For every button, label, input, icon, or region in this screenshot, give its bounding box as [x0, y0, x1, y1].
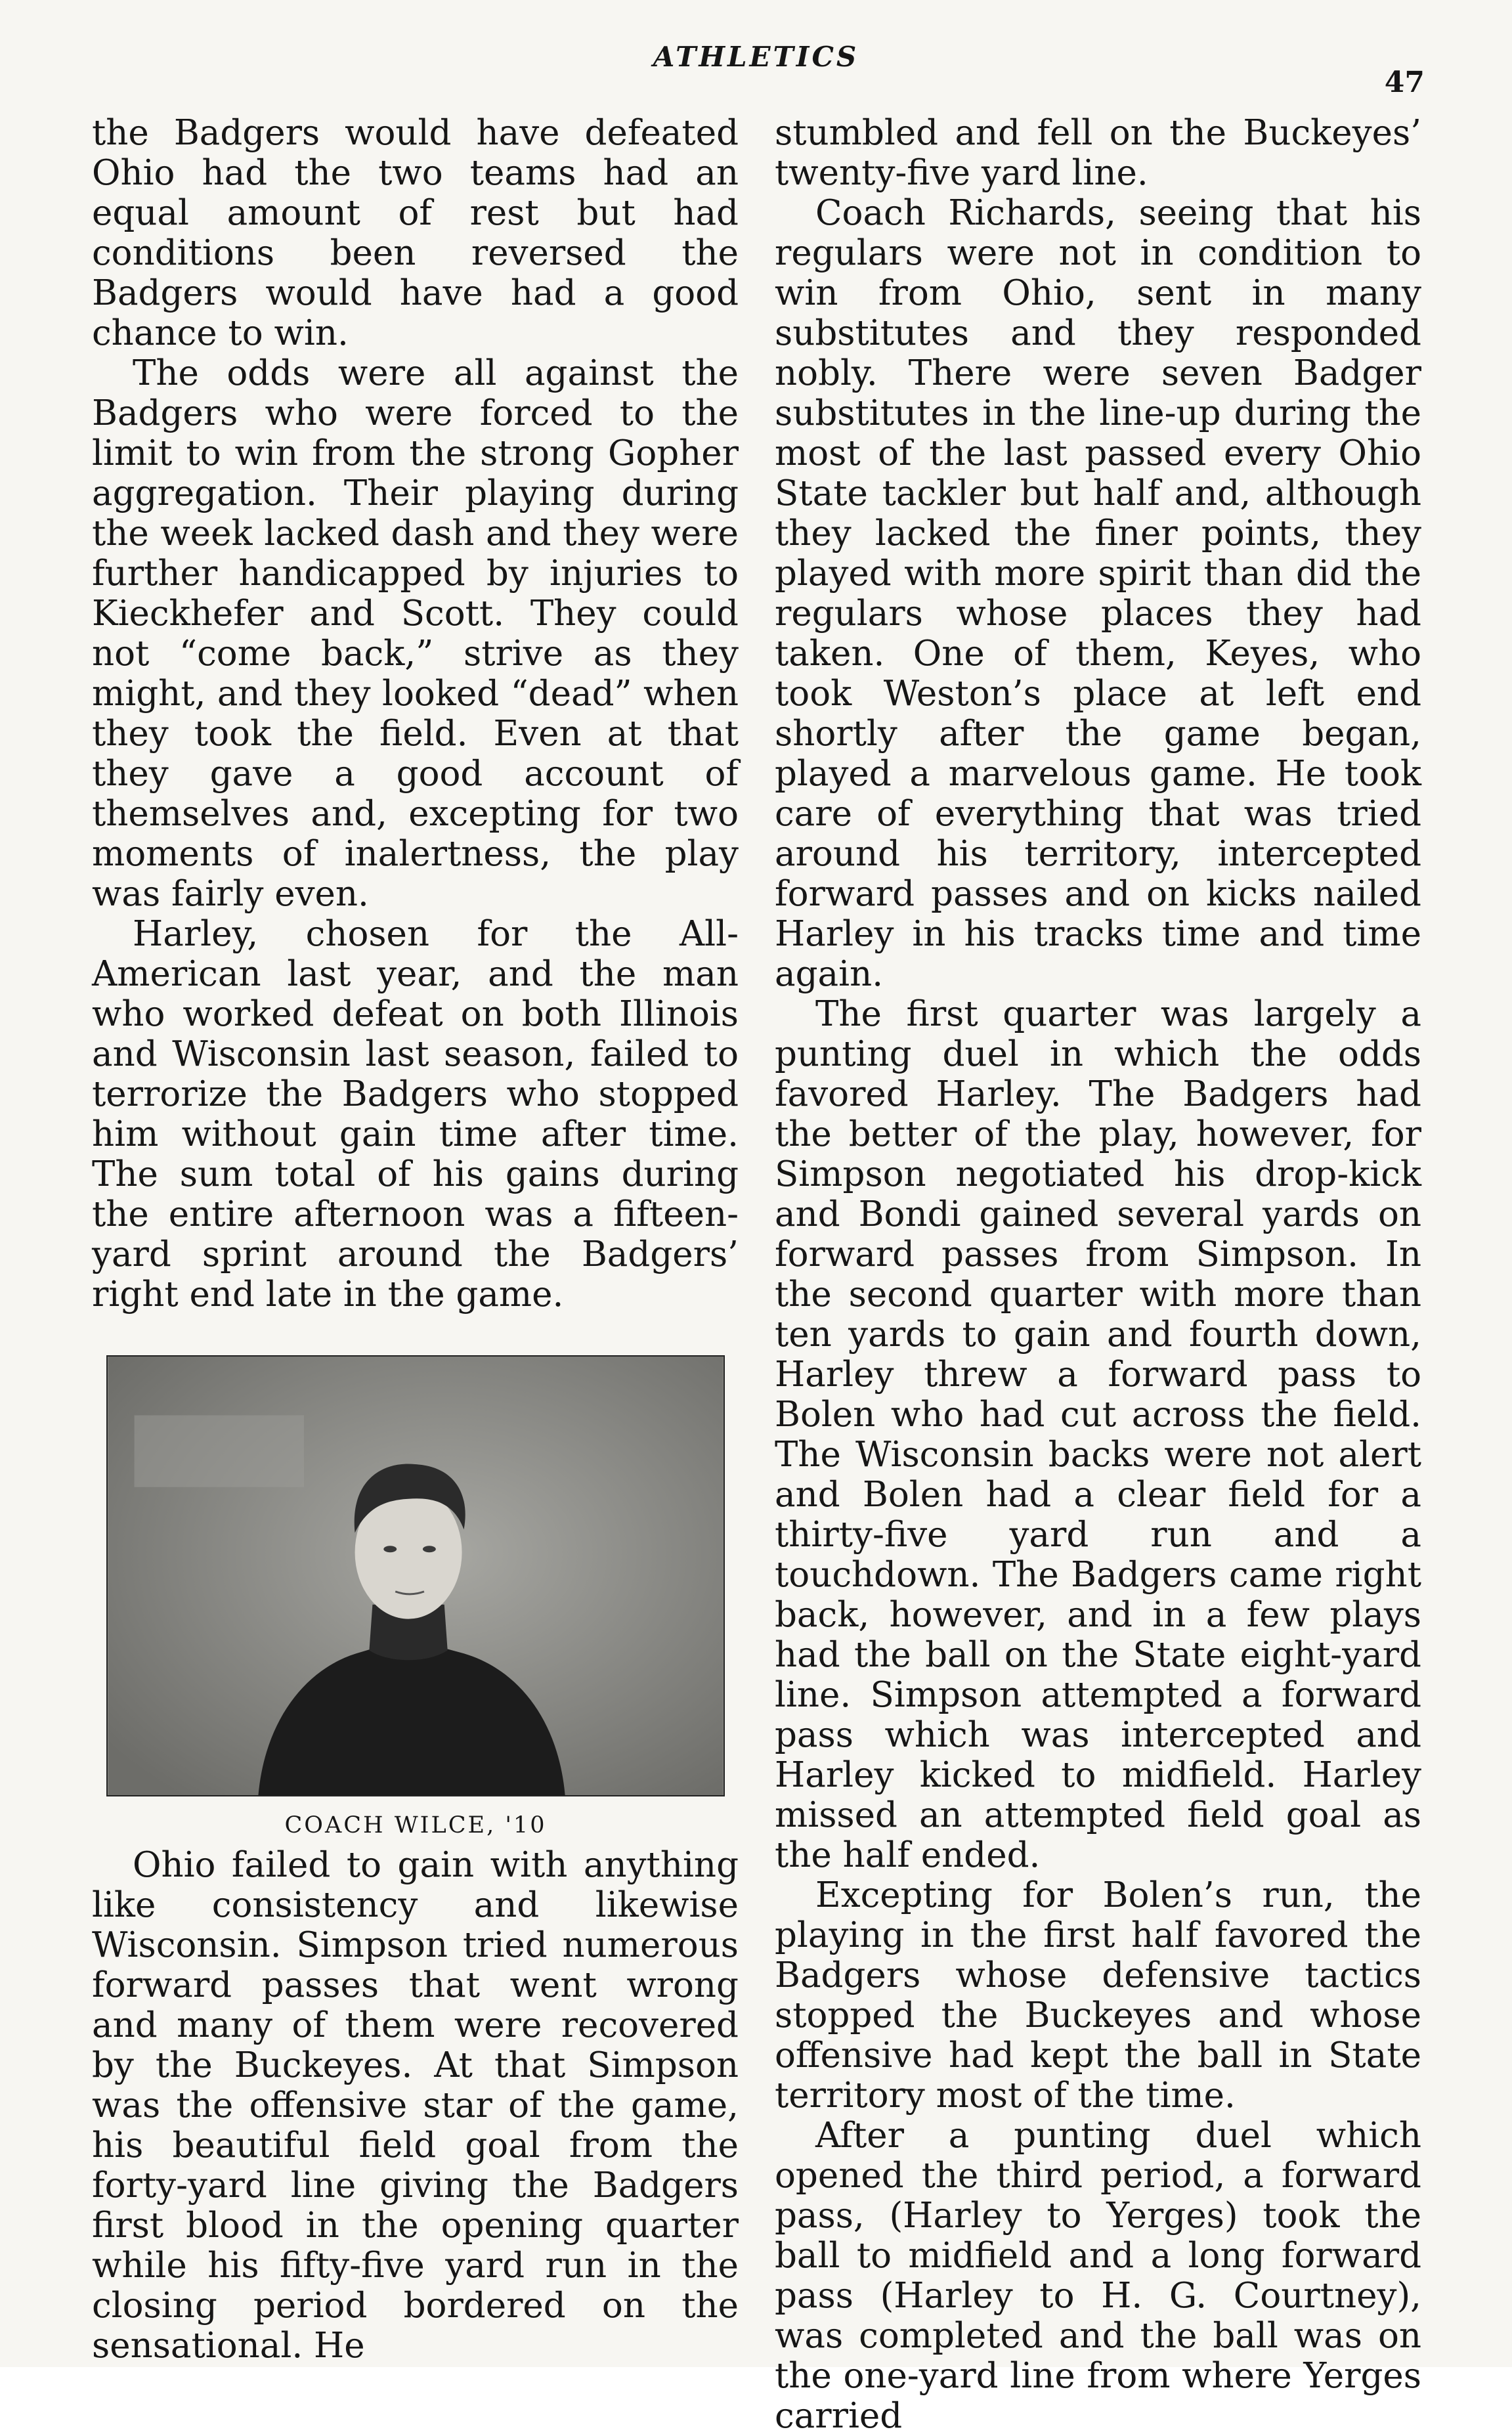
paragraph: Ohio failed to gain with anything like consistency and likewise Wisconsin. Simpson tried numerous forward passes that went wrong and many of them were recovered by the Buckeyes. At that Simpson was the offensive star of the game, his beautiful field goal from the forty-yard line giving the Badgers first blood in the opening quarter while his fifty-five yard run in the closing period bordered on the sensational. He: [92, 1845, 739, 2366]
paragraph: Excepting for Bolen’s run, the playing in the first half favored the Badgers whose defensive tactics stopped the Buckeyes and whose offensive had kept the ball in State territory most of the time.: [775, 1875, 1421, 2116]
paragraph: The first quarter was largely a punting duel in which the odds favored Harley. The Badgers had the better of the play, however, for Simpson negotiated his drop-kick and Bondi gained several yards on forward passes from Simpson. In the second quarter with more than ten yards to gain and fourth down, Harley threw a forward pass to Bolen who had cut across the field. The Wisconsin backs were not alert and Bolen had a clear field for a thirty-five yard run and a touchdown. The Badgers came right back, however, and in a few plays had the ball on the State eight-yard line. Simpson attempted a forward pass which was intercepted and Harley kicked to midfield. Harley missed an attempted field goal as the half ended.: [775, 994, 1421, 1875]
paragraph: After a punting duel which opened the third period, a forward pass, (Harley to Yerges) took the ball to midfield and a long forward pass (Harley to H. G. Courtney), was completed and the ball was on the one-yard line from where Yerges carried: [775, 2116, 1421, 2436]
left-column: [92, 113, 739, 2366]
paragraph: the Badgers would have defeated Ohio had the two teams had an equal amount of rest but had conditions been reversed the Badgers would have had a good chance to win.: [92, 113, 739, 353]
coach-portrait-photo: [106, 1355, 725, 1796]
paragraph: The odds were all against the Badgers who were forced to the limit to win from the strong Gopher aggregation. Their playing during the week lacked dash and they were further handicapped by injuries to Kieckhefer and Scott. They could not “come back,” strive as they might, and they looked “dead” when they took the field. Even at that they gave a good account of themselves and, excepting for two moments of inalertness, the play was fairly even.: [92, 353, 739, 914]
paragraph: Harley, chosen for the All-American last year, and the man who worked defeat on both Illinois and Wisconsin last season, failed to terrorize the Badgers who stopped him without gain time after time. The sum total of his gains during the entire afternoon was a fifteen-yard sprint around the Badgers’ right end late in the game.: [92, 914, 739, 1315]
paragraph: Coach Richards, seeing that his regulars were not in condition to win from Ohio, sent in many substitutes and they responded nobly. There were seven Badger substitutes in the line-up during the most of the last passed every Ohio State tackler but half and, although they lacked the finer points, they played with more spirit than did the regulars whose places they had taken. One of them, Keyes, who took Weston’s place at left end shortly after the game began, played a marvelous game. He took care of everything that was tried around his territory, intercepted forward passes and on kicks nailed Harley in his tracks time and time again.: [775, 193, 1421, 994]
running-header: ATHLETICS: [653, 41, 859, 73]
photo-caption: COACH WILCE, '10: [284, 1812, 547, 1838]
coach-photo-figure: [106, 1355, 725, 1838]
right-column: [775, 113, 1421, 2436]
page-number: 47: [1384, 66, 1425, 99]
paragraph: stumbled and fell on the Buckeyes’ twenty-five yard line.: [775, 113, 1421, 193]
